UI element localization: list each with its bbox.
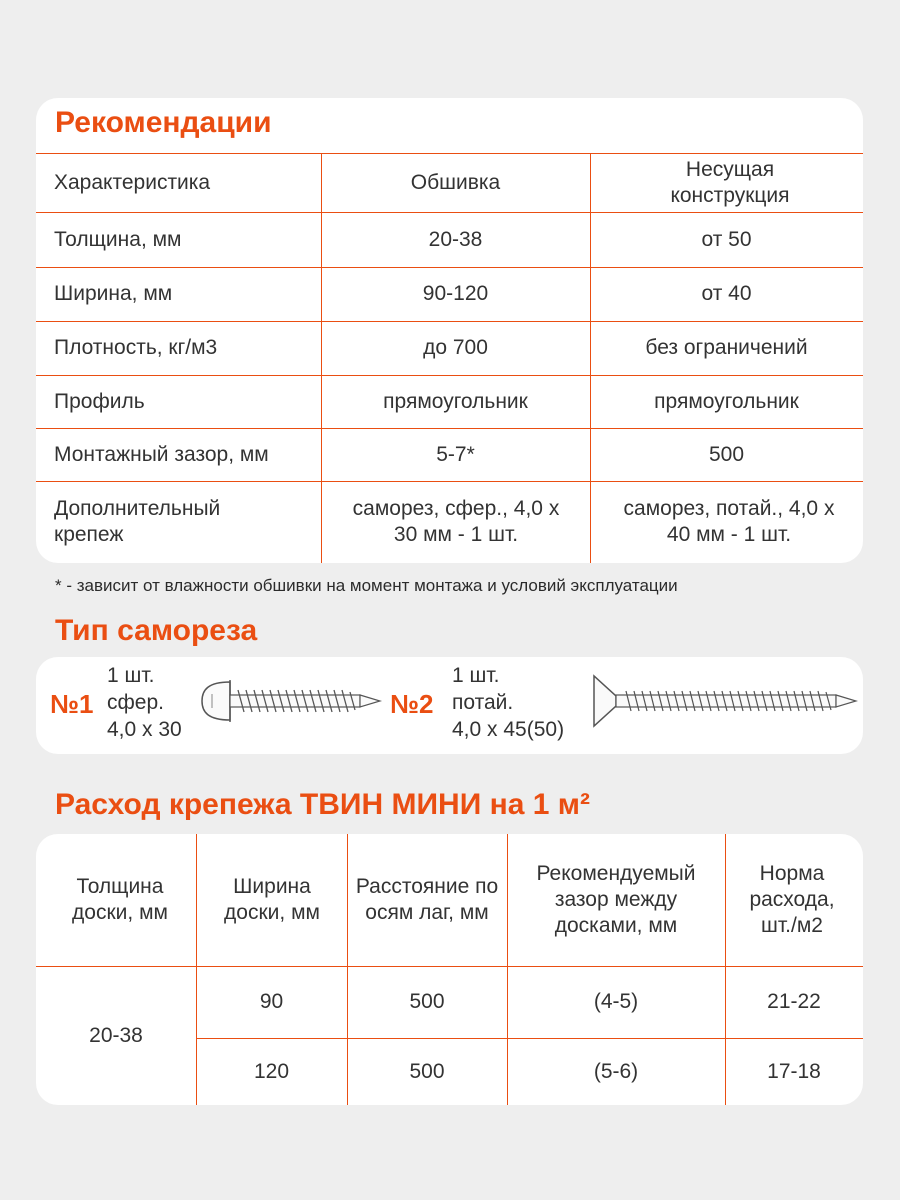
screw-2-type: потай. bbox=[452, 691, 514, 714]
screw-2-size: 4,0 х 45(50) bbox=[452, 718, 565, 741]
table-cell: 17-18 bbox=[767, 1059, 821, 1083]
table-cell: 20-38 bbox=[428, 227, 483, 251]
table-cell: 500 bbox=[409, 990, 445, 1013]
table-cell: Ширина, мм bbox=[54, 282, 173, 305]
table-cell: (4-5) bbox=[593, 990, 639, 1013]
table-cell: Дополнительный крепеж bbox=[54, 497, 221, 546]
table-cell: Толщина, мм bbox=[54, 227, 182, 251]
header-bearing: Несущая конструкция bbox=[670, 157, 790, 207]
header-characteristic: Характеристика bbox=[54, 170, 211, 194]
screw-1-size: 4,0 х 30 bbox=[107, 718, 182, 741]
header-width: Ширина доски, мм bbox=[224, 875, 320, 924]
table-cell: 120 bbox=[253, 1059, 290, 1083]
thickness-cell: 20-38 bbox=[89, 1023, 143, 1047]
header-rate: Норма расхода, шт./м2 bbox=[749, 862, 835, 937]
table-cell: от 40 bbox=[701, 282, 752, 305]
table-cell: прямоугольник bbox=[383, 389, 528, 413]
screw-2-qty: 1 шт. bbox=[452, 664, 500, 687]
footnote: * - зависит от влажности обшивки на момент монтажа и условий эксплуатации bbox=[55, 576, 678, 595]
screw-1-type: сфер. bbox=[107, 691, 164, 714]
screw-2-text bbox=[452, 662, 564, 743]
screw-1-qty: 1 шт. bbox=[107, 664, 155, 687]
countersunk-screw-icon bbox=[590, 672, 858, 730]
screw-1-text bbox=[107, 662, 182, 743]
recommendations-title: Рекомендации bbox=[55, 106, 272, 139]
header-gap: Рекомендуемый зазор между досками, мм bbox=[536, 862, 696, 937]
pan-head-screw-icon bbox=[200, 674, 382, 728]
table-cell: 500 bbox=[708, 442, 745, 466]
table-cell: 90-120 bbox=[422, 282, 489, 305]
consumption-title: Расход крепежа ТВИН МИНИ на 1 м² bbox=[55, 788, 590, 821]
table-cell: 90 bbox=[259, 990, 284, 1013]
table-cell: от 50 bbox=[701, 227, 752, 251]
table-cell: 21-22 bbox=[767, 990, 821, 1013]
screws-title: Тип самореза bbox=[55, 614, 258, 647]
table-cell: Монтажный зазор, мм bbox=[54, 442, 269, 466]
header-distance: Расстояние по осям лаг, мм bbox=[355, 875, 499, 924]
screw-1-number: №1 bbox=[50, 689, 94, 719]
table-cell: 5-7* bbox=[436, 442, 475, 466]
table-cell: без ограничений bbox=[645, 336, 808, 359]
table-cell: 500 bbox=[409, 1059, 445, 1083]
header-thickness: Толщина доски, мм bbox=[72, 875, 168, 924]
table-cell: (5-6) bbox=[593, 1059, 639, 1083]
table-cell: Профиль bbox=[54, 389, 145, 413]
table-cell: саморез, потай., 4,0 х 40 мм - 1 шт. bbox=[623, 497, 835, 546]
table-cell: до 700 bbox=[423, 336, 488, 359]
table-cell: саморез, сфер., 4,0 х 30 мм - 1 шт. bbox=[352, 497, 560, 546]
table-cell: прямоугольник bbox=[654, 389, 799, 413]
screw-2-number: №2 bbox=[390, 689, 434, 719]
header-cladding: Обшивка bbox=[410, 170, 501, 194]
table-cell: Плотность, кг/м3 bbox=[54, 336, 218, 359]
